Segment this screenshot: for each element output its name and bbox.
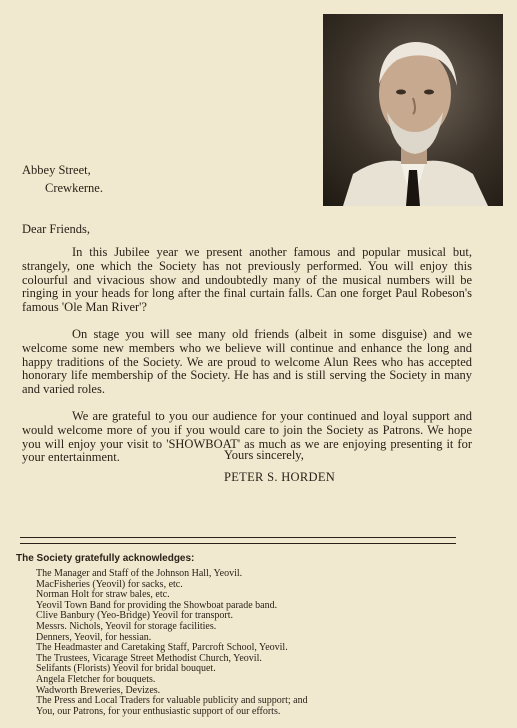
- list-item: Yeovil Town Band for providing the Showboat parade band.: [36, 599, 278, 611]
- divider-line-bottom: [20, 543, 456, 544]
- list-item: The Trustees, Vicarage Street Methodist Church, Yeovil.: [36, 652, 262, 664]
- portrait-photo: [323, 14, 503, 206]
- address-line-2: Crewkerne.: [45, 181, 103, 195]
- list-item: Clive Banbury (Yeo-Bridge) Yeovil for transport.: [36, 610, 234, 622]
- portrait-illustration: [323, 14, 503, 206]
- sender-address: [22, 161, 103, 197]
- list-item: Wadworth Breweries, Devizes.: [36, 684, 161, 696]
- list-item: The Manager and Staff of the Johnson Hall, Yeovil.: [36, 568, 243, 579]
- list-item: Denners, Yeovil, for hessian.: [36, 631, 152, 643]
- list-item: Angela Fletcher for bouquets.: [36, 673, 156, 685]
- list-item: Selifants (Florists) Yeovil for bridal bouquet.: [36, 663, 216, 675]
- list-item: The Press and Local Traders for valuable publicity and support; and: [36, 695, 308, 707]
- acknowledgements-section: [16, 553, 486, 717]
- list-item: The Headmaster and Caretaking Staff, Parcroft School, Yeovil.: [36, 642, 288, 654]
- list-item: Norman Holt for straw bales, etc.: [36, 589, 170, 601]
- divider-line-top: [20, 537, 456, 538]
- address-line-1: Abbey Street,: [22, 163, 91, 177]
- acknowledgements-heading: The Society gratefully acknowledges:: [16, 553, 195, 564]
- salutation: Dear Friends,: [22, 222, 91, 236]
- paragraph-2: On stage you will see many old friends (albeit in some disguise) and we welcome some new members who we believe will continue and enhance the long and happy traditions of the Society. We are proud to welcome Alun Rees who has accepted honorary life membership of the Society. He has and is still serving the Society in many and varied roles.: [22, 326, 472, 397]
- signatory-name: PETER S. HORDEN: [224, 470, 336, 484]
- paragraph-1: In this Jubilee year we present another famous and popular musical but, strangely, one which the Society has not previously performed. You will enjoy this colourful and vivacious show and undoubtedly many of the musical numbers will be ringing in your heads for long after the final curtain falls. Can one forget Paul Robeson's famous 'Ole Man River'?: [22, 245, 472, 315]
- list-item: MacFisheries (Yeovil) for sacks, etc.: [36, 578, 183, 590]
- paragraph-3: We are grateful to you our audience for your continued and loyal support and would welcome more of you if you would care to join the Society as Patrons. We hope you will enjoy your visit to 'SHOWBOAT' as much as we are enjoying presenting it for your entertainment.: [22, 408, 472, 465]
- list-item: You, our Patrons, for your enthusiastic support of our efforts.: [36, 705, 281, 717]
- list-item: Messrs. Nichols, Yeovil for storage facilities.: [36, 620, 217, 632]
- letter-closing: [224, 444, 335, 488]
- valediction: Yours sincerely,: [224, 448, 304, 462]
- acknowledgements-list: [16, 569, 486, 717]
